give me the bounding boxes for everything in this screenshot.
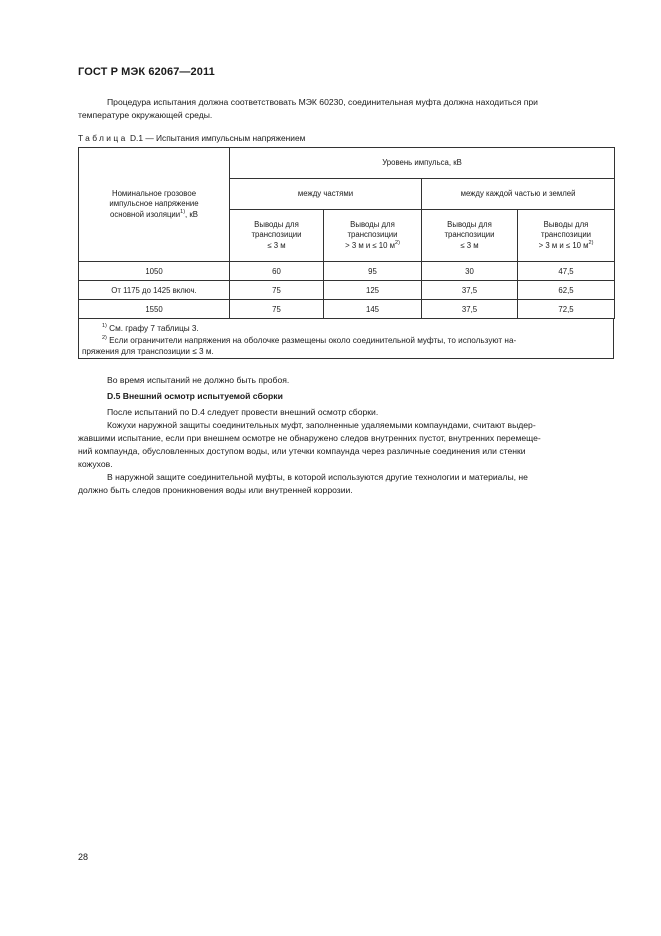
intro-line-1: Процедура испытания должна соответствовать МЭК 60230, соединительная муфта должна находиться при [107, 97, 538, 107]
no-breakdown-paragraph: Во время испытаний не должно быть пробоя. [107, 375, 290, 385]
table-row: От 1175 до 1425 включ. 75 125 37,5 62,5 [79, 281, 615, 300]
subheader-ground-leads-3-10: Выводы для транспозиции > 3 м и ≤ 10 $м^{2)}$ [518, 210, 615, 262]
casing-paragraph-line-4: кожухов. [78, 459, 113, 469]
page-number: 28 [78, 852, 89, 862]
table-caption [78, 133, 305, 143]
casing-paragraph-line-2: жавшими испытание, если при внешнем осмотре не обнаружено следов внутренних пустот, внутренних перемеще- [78, 433, 541, 443]
body-text [78, 374, 614, 497]
corrosion-paragraph-line-1: В наружной защите соединительной муфты, в которой используются другие технологии и материалы, не [107, 472, 528, 482]
row-header-text: Номинальное грозовое импульсное напряжение основной изоляции [109, 188, 199, 219]
footnote-1: $^{1)}$ См. графу 7 таблицы 3. [102, 323, 199, 333]
inspection-paragraph: После испытаний по D.4 следует провести внешний осмотр сборки. [107, 407, 379, 417]
impulse-test-table [78, 147, 615, 319]
table-row: 1050 60 95 30 47,5 [79, 262, 615, 281]
impulse-level-header: Уровень импульса, кВ [230, 148, 615, 179]
document-header: ГОСТ Р МЭК 62067—2011 [78, 66, 215, 78]
table-caption-title: D.1 — Испытания импульсным напряжением [129, 133, 306, 143]
group-header-between-parts: между частями [230, 179, 422, 210]
intro-paragraph [78, 96, 614, 122]
row-header-footnote-mark: 1) [180, 208, 186, 215]
row-header-unit: , кВ [185, 209, 198, 219]
corrosion-paragraph-line-2: должно быть следов проникновения воды или внутренней коррозии. [78, 485, 353, 495]
subheader-leads-3-10: Выводы для транспозиции > 3 м и ≤ 10 $м^{2)}$ [324, 210, 422, 262]
subheader-leads-le3: Выводы для транспозиции ≤ 3 м [230, 210, 324, 262]
section-number: D.5 [107, 391, 121, 401]
casing-paragraph-line-3: ний компаунда, обусловленных доступом воды, или утечки компаунда через различные соединения или стенки [78, 446, 526, 456]
footnote-2-continued: пряжения для транспозиции ≤ 3 м. [82, 347, 214, 356]
section-title: Внешний осмотр испытуемой сборки [122, 391, 283, 401]
table-caption-word: Таблица [78, 133, 128, 143]
table-row: 1550 75 145 37,5 72,5 [79, 300, 615, 319]
intro-line-2: температуре окружающей среды. [78, 110, 213, 120]
casing-paragraph-line-1: Кожухи наружной защиты соединительных муфт, заполненные удаляемыми компаундами, считают выдер- [107, 420, 536, 430]
group-header-part-to-ground: между каждой частью и землей [422, 179, 615, 210]
footnote-2: $^{2)}$ Если ограничители напряжения на оболочке размещены около соединительной муфты, то используют на- [102, 334, 517, 345]
section-heading [78, 390, 614, 403]
subheader-ground-leads-le3: Выводы для транспозиции ≤ 3 м [422, 210, 518, 262]
row-header-cell [79, 148, 230, 262]
table-footnotes [78, 318, 614, 359]
